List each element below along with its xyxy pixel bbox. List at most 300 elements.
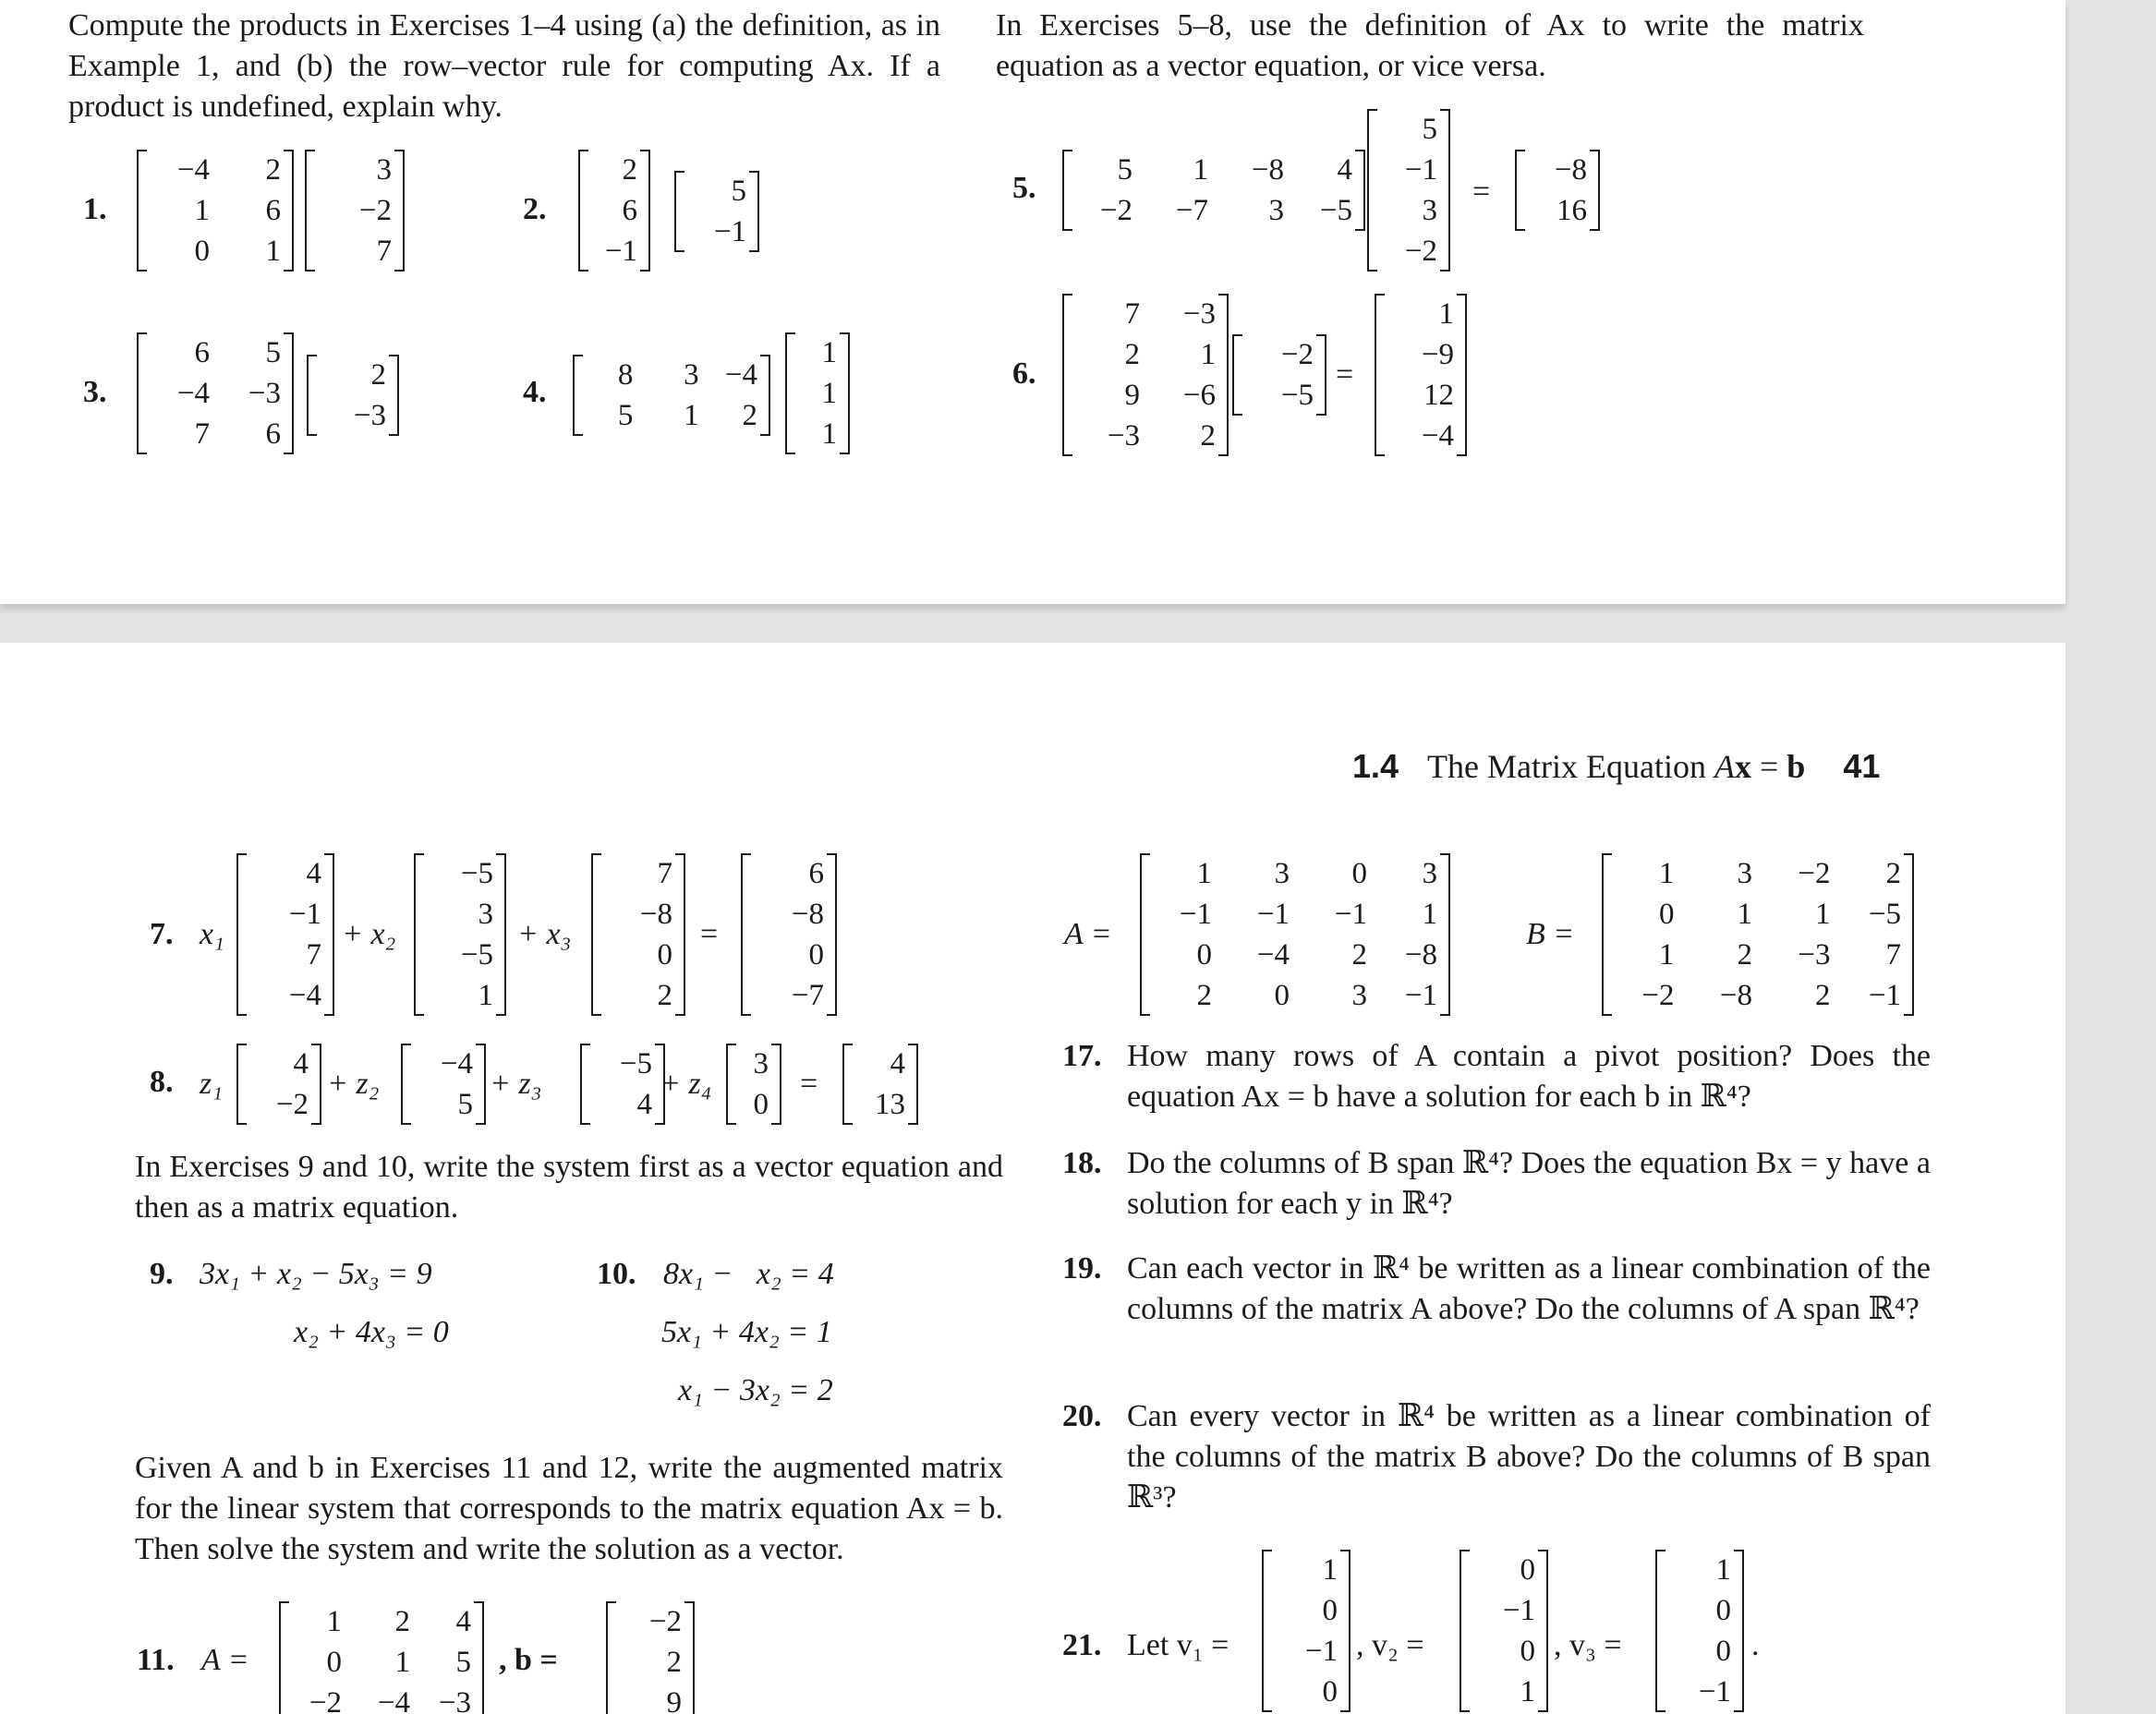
matrix-entry: 1 — [1520, 1674, 1535, 1708]
matrix-entry: 3 — [1268, 193, 1284, 227]
right-bracket — [1440, 853, 1450, 1016]
matrix-row — [137, 231, 294, 272]
exercise-20-number: 20. — [1062, 1399, 1102, 1433]
matrix-entry: −4 — [440, 1046, 473, 1080]
exercise-3-vector — [307, 355, 399, 436]
exercise-7-equals: = — [700, 917, 719, 951]
matrix-row — [137, 414, 294, 454]
exercise-1-vector — [305, 150, 405, 272]
exercise-4-vector — [785, 332, 850, 454]
exercise-3-number: 3. — [83, 375, 107, 409]
matrix-entry: 1 — [1422, 897, 1437, 931]
matrix-entry: 1 — [1193, 152, 1208, 187]
matrix-entry: −5 — [1280, 378, 1314, 412]
matrix-row — [1140, 894, 1450, 935]
matrix-row — [1367, 231, 1450, 272]
matrix-entry: −8 — [1554, 152, 1587, 187]
exercise-17-number: 17. — [1062, 1039, 1102, 1073]
matrix-row — [741, 853, 837, 894]
exercise-2-vector — [674, 171, 759, 252]
matrix-row — [236, 975, 334, 1016]
matrix-grid — [236, 1044, 321, 1125]
matrix-row — [591, 853, 685, 894]
matrix-row — [307, 395, 399, 436]
matrix-grid — [305, 150, 405, 272]
right-bracket — [1904, 853, 1914, 1016]
matrix-entry: 2 — [742, 398, 757, 432]
exercise-2-matrix — [578, 150, 650, 272]
matrix-row — [1232, 334, 1326, 375]
matrix-row — [1655, 1672, 1744, 1712]
matrix-entry: 3 — [1351, 978, 1367, 1012]
exercise-11-b-label: , b = — [499, 1643, 558, 1677]
matrix-entry: 1 — [1196, 856, 1212, 890]
matrix-entry: 4 — [293, 1046, 309, 1080]
matrix-entry: 6 — [265, 416, 281, 451]
matrix-row — [741, 975, 837, 1016]
exercise-2-number: 2. — [523, 192, 547, 226]
exercise-17 — [1062, 1036, 1931, 1119]
right-bracket — [675, 853, 685, 1016]
matrix-entry: 1 — [821, 416, 837, 451]
matrix-entry: −3 — [1798, 937, 1831, 972]
matrix-entry: −2 — [1641, 978, 1675, 1012]
matrix-grid — [1232, 334, 1326, 416]
matrix-row — [842, 1044, 918, 1084]
matrix-row — [1262, 1550, 1351, 1590]
matrix-entry: 7 — [1885, 937, 1901, 972]
matrix-entry: 2 — [1124, 337, 1140, 371]
matrix-entry: 3 — [1422, 193, 1437, 227]
matrix-row — [606, 1642, 695, 1683]
matrix-row — [1460, 1631, 1548, 1672]
matrix-entry: 1 — [1322, 1552, 1338, 1587]
matrix-entry: 1 — [1737, 897, 1752, 931]
right-bracket — [640, 150, 650, 272]
exercise-9-line-1: 3x₁ + x₂ − 5x₃ = 9 — [200, 1257, 432, 1291]
exercise-5-vector — [1367, 109, 1450, 272]
matrix-row — [401, 1044, 486, 1084]
matrix-row — [1602, 975, 1914, 1016]
matrix-row — [580, 1044, 665, 1084]
matrix-row — [279, 1642, 484, 1683]
matrix-row — [580, 1084, 665, 1125]
matrix-grid — [279, 1601, 484, 1714]
page-top — [0, 0, 2065, 604]
matrix-entry: 1 — [1815, 897, 1831, 931]
exercise-7-coeff-3: + x₃ — [517, 917, 572, 951]
matrix-entry: 4 — [306, 856, 321, 890]
matrix-entry: 3 — [478, 897, 493, 931]
matrix-entry: 0 — [753, 1087, 769, 1121]
matrix-grid — [1367, 109, 1450, 272]
matrix-row — [1367, 109, 1450, 150]
exercise-18-number: 18. — [1062, 1146, 1102, 1180]
matrix-entry: 2 — [1737, 937, 1752, 972]
exercise-4-number: 4. — [523, 375, 547, 409]
matrix-entry: −2 — [648, 1604, 682, 1638]
matrix-entry: 0 — [1322, 1593, 1338, 1627]
matrix-row — [414, 975, 506, 1016]
matrix-entry: −1 — [1502, 1593, 1535, 1627]
exercise-1-number: 1. — [83, 192, 107, 226]
matrix-entry: 1 — [265, 234, 281, 268]
matrix-entry: −4 — [176, 152, 210, 187]
matrix-grid — [1460, 1550, 1548, 1712]
matrix-entry: −8 — [1404, 937, 1437, 972]
matrix-entry: 6 — [265, 193, 281, 227]
matrix-row — [1062, 150, 1365, 190]
exercise-7-number: 7. — [150, 917, 174, 951]
matrix-grid — [1062, 294, 1229, 456]
matrix-entry: −2 — [1280, 337, 1314, 371]
section-title — [1427, 748, 1805, 785]
exercise-21-sep-v3: , v₃ = — [1554, 1628, 1622, 1662]
matrix-entry: −2 — [358, 193, 392, 227]
matrix-entry: 16 — [1556, 193, 1587, 227]
matrix-entry: 0 — [194, 234, 210, 268]
exercise-6-number: 6. — [1012, 356, 1036, 391]
matrix-row — [1262, 1631, 1351, 1672]
matrix-entry: 1 — [326, 1604, 342, 1638]
intro-exercises-1-4: Compute the products in Exercises 1–4 using (a) the definition, as in Example 1, and (b) the row–vector rule for computing Ax. If a product is undefined, explain why. — [68, 8, 940, 124]
exercise-10-line-2: 5x₁ + 4x₂ = 1 — [661, 1315, 832, 1349]
exercise-7-coeff-2: + x₂ — [342, 917, 396, 951]
matrix-row — [279, 1601, 484, 1642]
matrix-row — [414, 853, 506, 894]
matrix-entry: 0 — [1715, 1593, 1731, 1627]
matrix-grid — [1375, 294, 1467, 456]
matrix-entry: −2 — [1798, 856, 1831, 890]
matrix-row — [1062, 416, 1229, 456]
right-bracket — [496, 853, 506, 1016]
matrix-row — [137, 373, 294, 414]
exercise-8-equals: = — [800, 1067, 818, 1101]
right-bracket — [771, 1044, 781, 1125]
matrix-row — [414, 894, 506, 935]
matrix-row — [674, 211, 759, 252]
matrix-entry: 1 — [821, 335, 837, 369]
matrix-entry: 5 — [457, 1087, 473, 1121]
matrix-entry: −4 — [724, 357, 757, 392]
page-number: 41 — [1843, 747, 1881, 785]
matrix-entry: 2 — [370, 357, 386, 392]
matrix-entry: 7 — [194, 416, 210, 451]
matrix-entry: 0 — [1322, 1674, 1338, 1708]
matrix-row — [591, 935, 685, 975]
matrix-entry: −1 — [1334, 897, 1367, 931]
matrix-entry: 12 — [1423, 378, 1454, 412]
matrix-row — [842, 1084, 918, 1125]
exercise-19 — [1062, 1249, 1931, 1372]
page-bottom — [0, 643, 2065, 1714]
matrix-entry: 0 — [1715, 1634, 1731, 1668]
matrix-entry: 5 — [617, 398, 634, 432]
exercise-11-number: 11. — [137, 1643, 175, 1677]
exercise-8-vector-4 — [726, 1044, 781, 1125]
right-bracket — [1316, 334, 1326, 416]
exercise-19-number: 19. — [1062, 1251, 1102, 1286]
section-title-eq: = — [1750, 748, 1787, 785]
matrix-grid — [842, 1044, 918, 1125]
matrix-entry: 7 — [376, 234, 392, 268]
matrix-entry: −8 — [1251, 152, 1284, 187]
matrix-entry: −7 — [1175, 193, 1208, 227]
matrix-entry: 0 — [1274, 978, 1290, 1012]
matrix-entry: −3 — [438, 1685, 471, 1714]
right-bracket — [1218, 294, 1229, 456]
matrix-row — [1460, 1590, 1548, 1631]
matrix-entry: −3 — [1182, 296, 1216, 331]
matrix-row — [1655, 1631, 1744, 1672]
matrix-entry: 3 — [753, 1046, 769, 1080]
matrix-grid — [137, 332, 294, 454]
matrix-entry: −2 — [1099, 193, 1133, 227]
matrix-row — [1460, 1550, 1548, 1590]
section-title-A: A — [1714, 748, 1735, 785]
matrix-grid — [1062, 150, 1365, 231]
matrix-entry: −1 — [1868, 978, 1901, 1012]
matrix-entry: 7 — [657, 856, 672, 890]
matrix-entry: −1 — [1304, 1634, 1338, 1668]
right-bracket — [684, 1601, 695, 1714]
right-bracket — [1590, 150, 1600, 231]
matrix-entry: 3 — [684, 357, 699, 392]
exercise-10-line-3: x₁ − 3x₂ = 2 — [678, 1373, 833, 1407]
right-bracket — [476, 1044, 486, 1125]
exercise-9-line-2: x₂ + 4x₃ = 0 — [294, 1315, 449, 1349]
exercise-8-vector-2 — [401, 1044, 486, 1125]
matrix-row — [305, 190, 405, 231]
matrix-entry: 3 — [1274, 856, 1290, 890]
right-bracket — [389, 355, 399, 436]
exercise-8-coeff-4: + z₄ — [660, 1067, 712, 1101]
right-bracket — [284, 150, 294, 272]
matrix-entry: 2 — [1200, 418, 1216, 453]
matrix-entry: −1 — [713, 214, 746, 248]
exercise-11-A-label: A = — [201, 1643, 249, 1677]
exercise-21-period: . — [1751, 1628, 1760, 1662]
running-header — [1352, 746, 1880, 787]
matrix-entry: 1 — [1200, 337, 1216, 371]
matrix-entry: −8 — [1719, 978, 1752, 1012]
matrix-entry: 5 — [1117, 152, 1133, 187]
matrix-grid — [606, 1601, 695, 1714]
matrix-entry: 5 — [731, 174, 746, 208]
right-bracket — [324, 853, 334, 1016]
matrix-grid — [573, 355, 770, 436]
matrix-entry: −2 — [275, 1087, 309, 1121]
matrix-entry: 3 — [376, 152, 392, 187]
matrix-row — [1375, 375, 1467, 416]
matrix-grid — [401, 1044, 486, 1125]
matrix-entry: 9 — [1124, 378, 1140, 412]
matrix-grid — [1655, 1550, 1744, 1712]
matrix-grid — [414, 853, 506, 1016]
matrix-entry: −2 — [309, 1685, 342, 1714]
matrix-entry: 4 — [636, 1087, 652, 1121]
matrix-grid — [236, 853, 334, 1016]
matrix-entry: 2 — [622, 152, 637, 187]
matrix-grid — [137, 150, 294, 272]
matrix-entry: −1 — [1179, 897, 1212, 931]
exercise-18 — [1062, 1143, 1931, 1226]
exercise-21-v1 — [1262, 1550, 1351, 1712]
exercise-1-matrix — [137, 150, 294, 272]
matrix-B-label: B = — [1526, 917, 1575, 951]
exercise-8-coeff-2: + z₂ — [327, 1067, 380, 1101]
matrix-entry: −4 — [288, 978, 321, 1012]
right-bracket — [311, 1044, 321, 1125]
matrix-entry: 1 — [394, 1645, 410, 1679]
matrix-entry: 1 — [1438, 296, 1454, 331]
right-bracket — [840, 332, 850, 454]
matrix-row — [1367, 150, 1450, 190]
right-bracket — [1340, 1550, 1351, 1712]
matrix-row — [307, 355, 399, 395]
exercise-20-text: Can every vector in ℝ⁴ be written as a linear combination of the columns of the matrix B above? Do the columns of B span ℝ³? — [1127, 1399, 1931, 1515]
matrix-entry: 13 — [875, 1087, 905, 1121]
matrix-row — [137, 150, 294, 190]
exercise-5-number: 5. — [1012, 171, 1036, 205]
matrix-row — [305, 231, 405, 272]
exercise-3-matrix — [137, 332, 294, 454]
exercise-7-vector-3 — [591, 853, 685, 1016]
right-bracket — [749, 171, 759, 252]
matrix-entry: 2 — [657, 978, 672, 1012]
exercise-21-v3 — [1655, 1550, 1744, 1712]
matrix-row — [1460, 1672, 1548, 1712]
exercise-10-number: 10. — [597, 1257, 636, 1291]
matrix-row — [1062, 190, 1365, 231]
matrix-entry: 4 — [1337, 152, 1352, 187]
right-bracket — [1355, 150, 1365, 231]
matrix-row — [137, 190, 294, 231]
matrix-grid — [580, 1044, 665, 1125]
exercise-9-number: 9. — [150, 1257, 174, 1291]
matrix-entry: −1 — [288, 897, 321, 931]
matrix-entry: 1 — [684, 398, 699, 432]
exercise-17-text: How many rows of A contain a pivot position? Does the equation Ax = b have a solution for each b in ℝ⁴? — [1127, 1039, 1931, 1114]
matrix-row — [674, 171, 759, 211]
matrix-entry: 9 — [666, 1685, 682, 1714]
matrix-entry: −4 — [377, 1685, 410, 1714]
matrix-entry: 2 — [1885, 856, 1901, 890]
exercise-8-number: 8. — [150, 1065, 174, 1099]
exercise-5-matrix — [1062, 150, 1365, 231]
matrix-entry: 3 — [1422, 856, 1437, 890]
right-bracket — [1457, 294, 1467, 456]
matrix-row — [1375, 294, 1467, 334]
matrix-row — [305, 150, 405, 190]
matrix-row — [606, 1601, 695, 1642]
matrix-entry: 1 — [1659, 856, 1675, 890]
matrix-grid — [307, 355, 399, 436]
matrix-entry: −7 — [791, 978, 824, 1012]
matrix-row — [1602, 935, 1914, 975]
matrix-entry: −8 — [791, 897, 824, 931]
right-bracket — [394, 150, 405, 272]
section-title-x: x — [1734, 748, 1751, 785]
matrix-row — [1140, 853, 1450, 894]
matrix-grid — [1262, 1550, 1351, 1712]
matrix-row — [741, 935, 837, 975]
matrix-entry: 2 — [394, 1604, 410, 1638]
exercise-6-equals: = — [1336, 357, 1354, 392]
matrix-row — [1062, 375, 1229, 416]
matrix-row — [591, 894, 685, 935]
exercise-8-coeff-3: + z₃ — [490, 1067, 542, 1101]
matrix-entry: 6 — [194, 335, 210, 369]
matrix-grid — [741, 853, 837, 1016]
matrix-row — [236, 894, 334, 935]
matrix-entry: −3 — [248, 376, 281, 410]
exercise-5-equals: = — [1472, 175, 1491, 209]
matrix-entry: 0 — [1351, 856, 1367, 890]
matrix-entry: −8 — [639, 897, 672, 931]
matrix-grid — [1602, 853, 1914, 1016]
matrix-entry: 1 — [1715, 1552, 1731, 1587]
matrix-row — [1602, 853, 1914, 894]
matrix-entry: 5 — [1422, 112, 1437, 146]
right-bracket — [474, 1601, 484, 1714]
exercise-18-text: Do the columns of B span ℝ⁴? Does the equation Bx = y have a solution for each y in ℝ⁴? — [1127, 1146, 1931, 1221]
matrix-row — [1515, 150, 1600, 190]
matrix-row — [1367, 190, 1450, 231]
exercise-21-v2 — [1460, 1550, 1548, 1712]
matrix-entry: 1 — [478, 978, 493, 1012]
exercise-20 — [1062, 1396, 1931, 1520]
matrix-grid — [1515, 150, 1600, 231]
matrix-row — [606, 1683, 695, 1714]
matrix-entry: 0 — [1520, 1552, 1535, 1587]
matrix-row — [1655, 1590, 1744, 1631]
exercise-21-sep-v2: , v₂ = — [1356, 1628, 1424, 1662]
matrix-row — [573, 355, 770, 395]
exercise-5-rhs — [1515, 150, 1600, 231]
matrix-entry: −3 — [353, 398, 386, 432]
right-bracket — [1440, 109, 1450, 272]
matrix-entry: −3 — [1107, 418, 1140, 453]
matrix-row — [1515, 190, 1600, 231]
matrix-entry: 2 — [1351, 937, 1367, 972]
exercise-8-vector-3 — [580, 1044, 665, 1125]
exercise-6-matrix — [1062, 294, 1229, 456]
matrix-entry: −4 — [176, 376, 210, 410]
right-bracket — [908, 1044, 918, 1125]
exercise-11-matrix-A — [279, 1601, 484, 1714]
matrix-entry: 8 — [617, 357, 634, 392]
matrix-entry: 2 — [1196, 978, 1212, 1012]
matrix-row — [137, 332, 294, 373]
matrix-entry: 0 — [808, 937, 824, 972]
exercise-8-coeff-1: z₁ — [200, 1067, 224, 1101]
intro-exercises-9-10: In Exercises 9 and 10, write the system first as a vector equation and then as a matrix equation. — [135, 1150, 1003, 1225]
matrix-entry: −1 — [1404, 152, 1437, 187]
exercise-11-vector-b — [606, 1601, 695, 1714]
matrix-A-label: A = — [1064, 917, 1112, 951]
matrix-entry: 1 — [194, 193, 210, 227]
matrix-entry: −5 — [1868, 897, 1901, 931]
matrix-entry: −1 — [1698, 1674, 1731, 1708]
matrix-entry: −1 — [1404, 978, 1437, 1012]
right-bracket — [284, 332, 294, 454]
matrix-row — [1262, 1672, 1351, 1712]
matrix-entry: −1 — [604, 234, 637, 268]
matrix-row — [414, 935, 506, 975]
matrix-entry: 1 — [1659, 937, 1675, 972]
matrix-row — [236, 1044, 321, 1084]
